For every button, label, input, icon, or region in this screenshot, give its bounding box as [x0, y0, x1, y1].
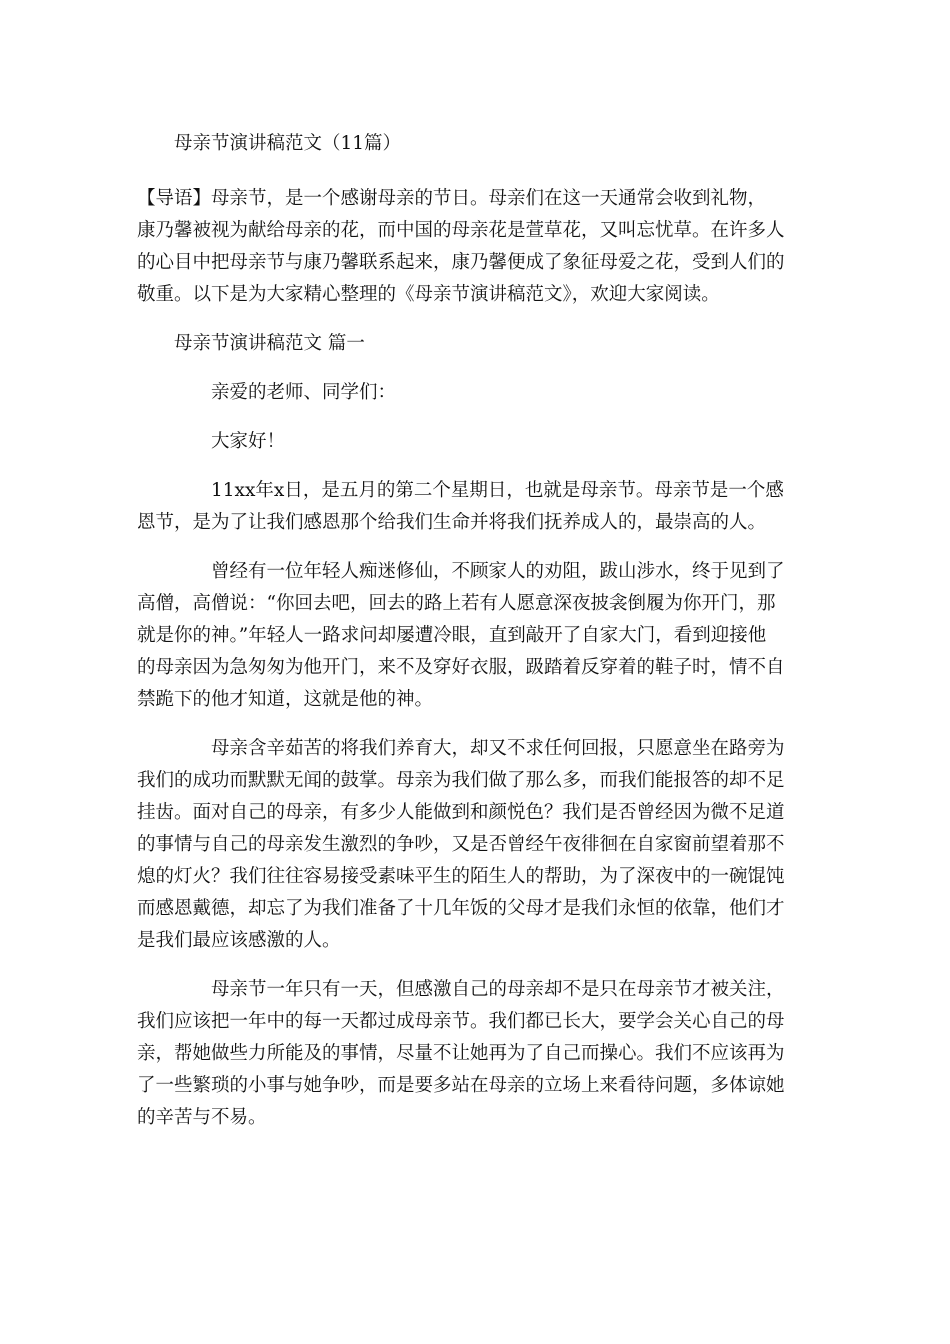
document-title: 母亲节演讲稿范文（11篇） — [174, 133, 402, 154]
body-paragraph — [137, 475, 827, 539]
paragraph-line: 高僧，高僧说：“你回去吧，回去的路上若有人愿意深夜披衾倒履为你开门，那 — [137, 593, 776, 614]
paragraph-line: 挂齿。面对自己的母亲，有多少人能做到和颜悦色？我们是否曾经因为微不足道 — [137, 802, 785, 823]
paragraph-line: 了一些繁琐的小事与她争吵，而是要多站在母亲的立场上来看待问题，多体谅她 — [137, 1075, 785, 1096]
paragraph-line: 我们的成功而默默无闻的鼓掌。母亲为我们做了那么多，而我们能报答的却不足 — [137, 770, 785, 791]
intro-line: 【导语】母亲节，是一个感谢母亲的节日。母亲们在这一天通常会收到礼物， — [137, 188, 767, 209]
paragraph-line: 的辛苦与不易。 — [137, 1107, 267, 1128]
paragraph-line: 而感恩戴德，却忘了为我们准备了十几年饭的父母才是我们永恒的依靠，他们才 — [137, 898, 785, 919]
paragraph-line: 我们应该把一年中的每一天都过成母亲节。我们都已长大，要学会关心自己的母 — [137, 1011, 785, 1032]
paragraph-line: 母亲含辛茹苦的将我们养育大，却又不求任何回报，只愿意坐在路旁为 — [211, 738, 785, 759]
document-page — [137, 128, 827, 1134]
body-paragraph — [137, 974, 827, 1134]
paragraph-line: 母亲节一年只有一天，但感激自己的母亲却不是只在母亲节才被关注， — [211, 979, 785, 1000]
intro-line: 敬重。以下是为大家精心整理的《母亲节演讲稿范文》，欢迎大家阅读。 — [137, 284, 720, 305]
paragraph-line: 熄的灯火？我们往往容易接受素味平生的陌生人的帮助，为了深夜中的一碗馄饨 — [137, 866, 785, 887]
paragraph-line: 就是你的神。”年轻人一路求问却屡遭冷眼，直到敲开了自家大门，看到迎接他 — [137, 625, 767, 646]
paragraph-line: 恩节，是为了让我们感恩那个给我们生命并将我们抚养成人的，最崇高的人。 — [137, 512, 767, 533]
greeting-line: 亲爱的老师、同学们： — [211, 382, 397, 403]
paragraph-line: 的母亲因为急匆匆为他开门，来不及穿好衣服，趿踏着反穿着的鞋子时，情不自 — [137, 657, 785, 678]
paragraph-line: 亲，帮她做些力所能及的事情，尽量不让她再为了自己而操心。我们不应该再为 — [137, 1043, 785, 1064]
intro-line: 康乃馨被视为献给母亲的花，而中国的母亲花是萱草花，又叫忘忧草。在许多人 — [137, 220, 785, 241]
paragraph-line: 11xx年x日，是五月的第二个星期日，也就是母亲节。母亲节是一个感 — [211, 480, 784, 501]
intro-line: 的心目中把母亲节与康乃馨联系起来，康乃馨便成了象征母爱之花，受到人们的 — [137, 252, 785, 273]
paragraph-line: 禁跪下的他才知道，这就是他的神。 — [137, 689, 434, 710]
paragraph-line: 是我们最应该感激的人。 — [137, 930, 341, 951]
body-paragraph — [137, 556, 827, 716]
body-paragraph — [137, 733, 827, 957]
intro-paragraph — [137, 183, 827, 311]
paragraph-line: 的事情与自己的母亲发生激烈的争吵，又是否曾经午夜徘徊在自家窗前望着那不 — [137, 834, 785, 855]
section-title: 母亲节演讲稿范文 篇一 — [174, 333, 365, 354]
paragraph-line: 曾经有一位年轻人痴迷修仙，不顾家人的劝阻，跋山涉水，终于见到了 — [211, 561, 785, 582]
greeting-line: 大家好！ — [211, 431, 286, 452]
